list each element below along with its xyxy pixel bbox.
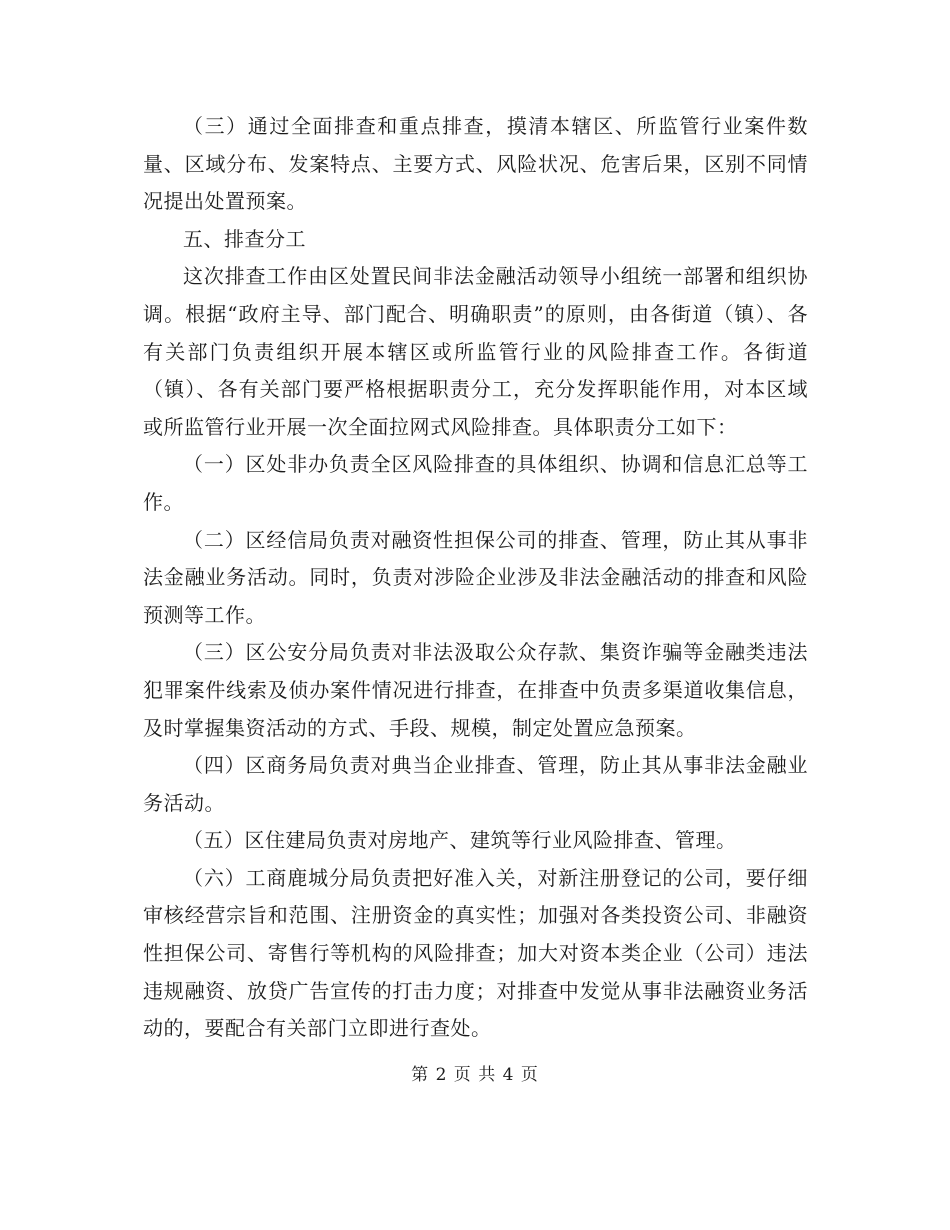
paragraph-duty-4: （四）区商务局负责对典当企业排查、管理，防止其从事非法金融业务活动。 (143, 753, 808, 815)
paragraph-section-three-summary: （三）通过全面排查和重点排查，摸清本辖区、所监管行业案件数量、区域分布、发案特点、主要方式、风险状况、危害后果，区别不同情况提出处置预案。 (143, 114, 808, 214)
paragraph-duty-3: （三）区公安分局负责对非法汲取公众存款、集资诈骗等金融类违法犯罪案件线索及侦办案件情况进行排查，在排查中负责多渠道收集信息，及时掌握集资活动的方式、手段、规模，制定处置应急预案。 (143, 640, 808, 740)
document-body (143, 108, 808, 1048)
paragraph-duty-6: （六）工商鹿城分局负责把好准入关，对新注册登记的公司，要仔细审核经营宗旨和范围、注册资金的真实性；加强对各类投资公司、非融资性担保公司、寄售行等机构的风险排查；加大对资本类企业（公司）违法违规融资、放贷广告宣传的打击力度；对排查中发觉从事非法融资业务活动的，要配合有关部门立即进行查处。 (143, 865, 808, 1041)
section-heading-division-of-work: 五、排查分工 (183, 226, 306, 251)
paragraph-duty-2: （二）区经信局负责对融资性担保公司的排查、管理，防止其从事非法金融业务活动。同时，负责对涉险企业涉及非法金融活动的排查和风险预测等工作。 (143, 527, 808, 627)
paragraph-duty-5: （五）区住建局负责对房地产、建筑等行业风险排查、管理。 (183, 828, 737, 853)
paragraph-work-organization: 这次排查工作由区处置民间非法金融活动领导小组统一部署和组织协调。根据“政府主导、部门配合、明确职责”的原则，由各街道（镇）、各有关部门负责组织开展本辖区或所监管行业的风险排查工作。各街道（镇）、各有关部门要严格根据职责分工，充分发挥职能作用，对本区域或所监管行业开展一次全面拉网式风险排查。具体职责分工如下： (143, 264, 808, 439)
page-number-footer: 第 2 页 共 4 页 (411, 1065, 539, 1085)
paragraph-duty-1: （一）区处非办负责全区风险排查的具体组织、协调和信息汇总等工作。 (143, 452, 808, 514)
